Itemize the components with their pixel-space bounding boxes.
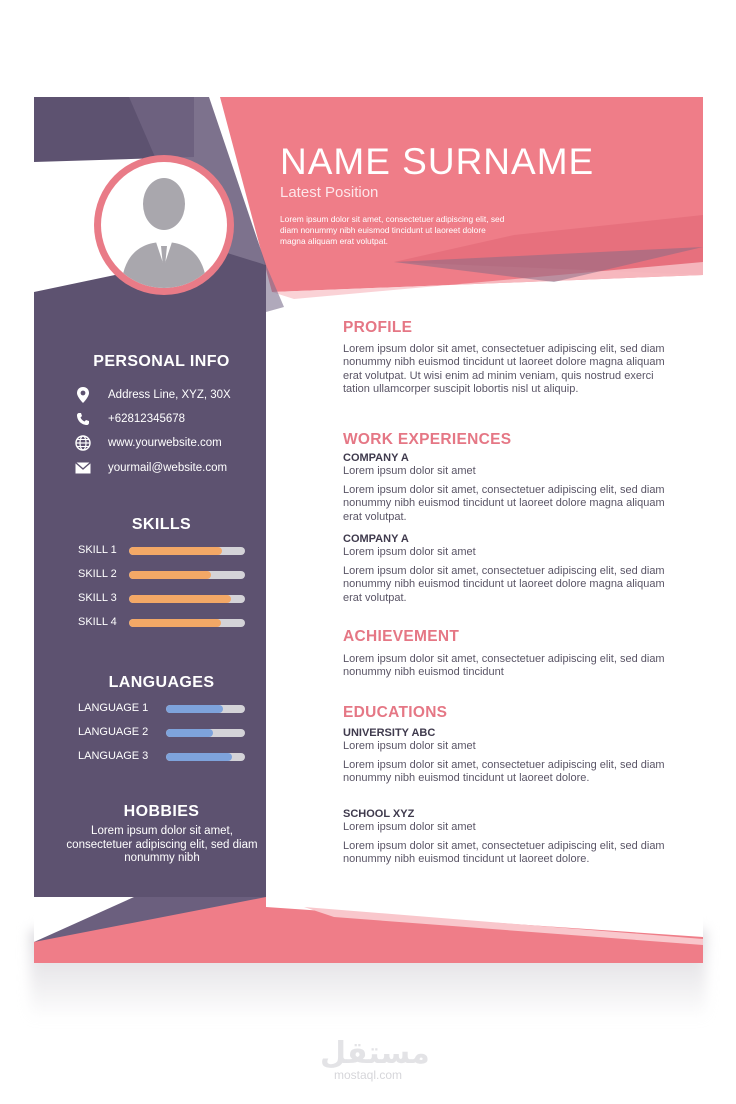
language-bar-fill [166,729,213,737]
skill-label: SKILL 1 [78,544,117,556]
language-bar-track [166,705,245,713]
work-description: Lorem ipsum dolor sit amet, consectetuer adipiscing elit, sed diam nonummy nibh euismod tincidunt ut laoreet dolore magna aliquam erat volutpat. [343,565,665,604]
work-company: COMPANY A [343,533,409,545]
languages-title: LANGUAGES [108,674,215,691]
language-bar-track [166,753,245,761]
skill-bar-track [129,595,245,603]
education-subtitle: Lorem ipsum dolor sit amet [343,740,476,752]
contact-website [74,434,222,452]
phone-text: +62812345678 [108,413,186,425]
skill-bar-fill [129,547,222,555]
language-bar-fill [166,753,232,761]
website-text: www.yourwebsite.com [108,437,222,449]
language-label: LANGUAGE 3 [78,750,149,762]
work-description: Lorem ipsum dolor sit amet, consectetuer adipiscing elit, sed diam nonummy nibh euismod tincidunt ut laoreet dolore magna aliquam erat volutpat. [343,484,665,523]
phone-icon [74,410,92,428]
hobbies-title: HOBBIES [123,803,200,820]
education-school: UNIVERSITY ABC [343,727,436,739]
mostaql-logo: مستقل [320,1036,430,1071]
work-role: Lorem ipsum dolor sit amet [343,465,476,477]
achievement-text: Lorem ipsum dolor sit amet, consectetuer adipiscing elit, sed diam nonummy nibh euismod tincidunt [343,653,665,679]
map-pin-icon [74,386,92,404]
skill-bar-fill [129,571,211,579]
mostaql-url: mostaql.com [333,1068,403,1082]
educations-title: EDUCATIONS [343,704,448,721]
skill-bar-fill [129,595,231,603]
contact-phone [74,410,185,428]
contact-address [74,386,231,404]
skill-bar-track [129,571,245,579]
contact-email [74,459,227,477]
person-silhouette-icon [101,162,227,288]
hobbies-text: Lorem ipsum dolor sit amet, consectetuer adipiscing elit, sed diam nonummy nibh [66,825,258,864]
skill-bar-track [129,547,245,555]
envelope-icon [74,459,92,477]
personal-info-title: PERSONAL INFO [93,353,230,370]
job-position: Latest Position [280,184,379,201]
education-school: SCHOOL XYZ [343,808,415,820]
email-text: yourmail@website.com [108,462,228,474]
resume-page [34,97,703,963]
globe-icon [74,434,92,452]
education-description: Lorem ipsum dolor sit amet, consectetuer adipiscing elit, sed diam nonummy nibh euismod tincidunt ut laoreet dolore. [343,759,665,785]
language-label: LANGUAGE 1 [78,702,149,714]
language-bar-fill [166,705,223,713]
skill-label: SKILL 3 [78,592,117,604]
skill-label: SKILL 2 [78,568,117,580]
address-text: Address Line, XYZ, 30X [108,389,231,401]
profile-text: Lorem ipsum dolor sit amet, consectetuer adipiscing elit, sed diam nonummy nibh euismod tincidunt ut laoreet dolore magna aliquam erat volutpat. Ut wisi enim ad minim veniam, quis nostrud exerci tation ullamcorper suscipit lobortis nisl ut aliquip. [343,343,665,395]
language-bar-track [166,729,245,737]
skill-label: SKILL 4 [78,616,117,628]
work-role: Lorem ipsum dolor sit amet [343,546,476,558]
achievement-title: ACHIEVEMENT [343,628,460,645]
education-description: Lorem ipsum dolor sit amet, consectetuer adipiscing elit, sed diam nonummy nibh euismod tincidunt ut laoreet dolore. [343,840,665,866]
work-title: WORK EXPERIENCES [343,431,512,448]
full-name: NAME SURNAME [280,141,595,182]
skills-title: SKILLS [131,516,192,533]
avatar [94,155,234,295]
skill-bar-fill [129,619,221,627]
profile-title: PROFILE [343,319,413,336]
work-company: COMPANY A [343,452,409,464]
education-subtitle: Lorem ipsum dolor sit amet [343,821,476,833]
intro-text: Lorem ipsum dolor sit amet, consectetuer adipiscing elit, sed diam nonummy nibh euismod tincidunt ut laoreet dolore magna aliquam erat volutpat. [280,214,505,246]
skill-bar-track [129,619,245,627]
language-label: LANGUAGE 2 [78,726,149,738]
